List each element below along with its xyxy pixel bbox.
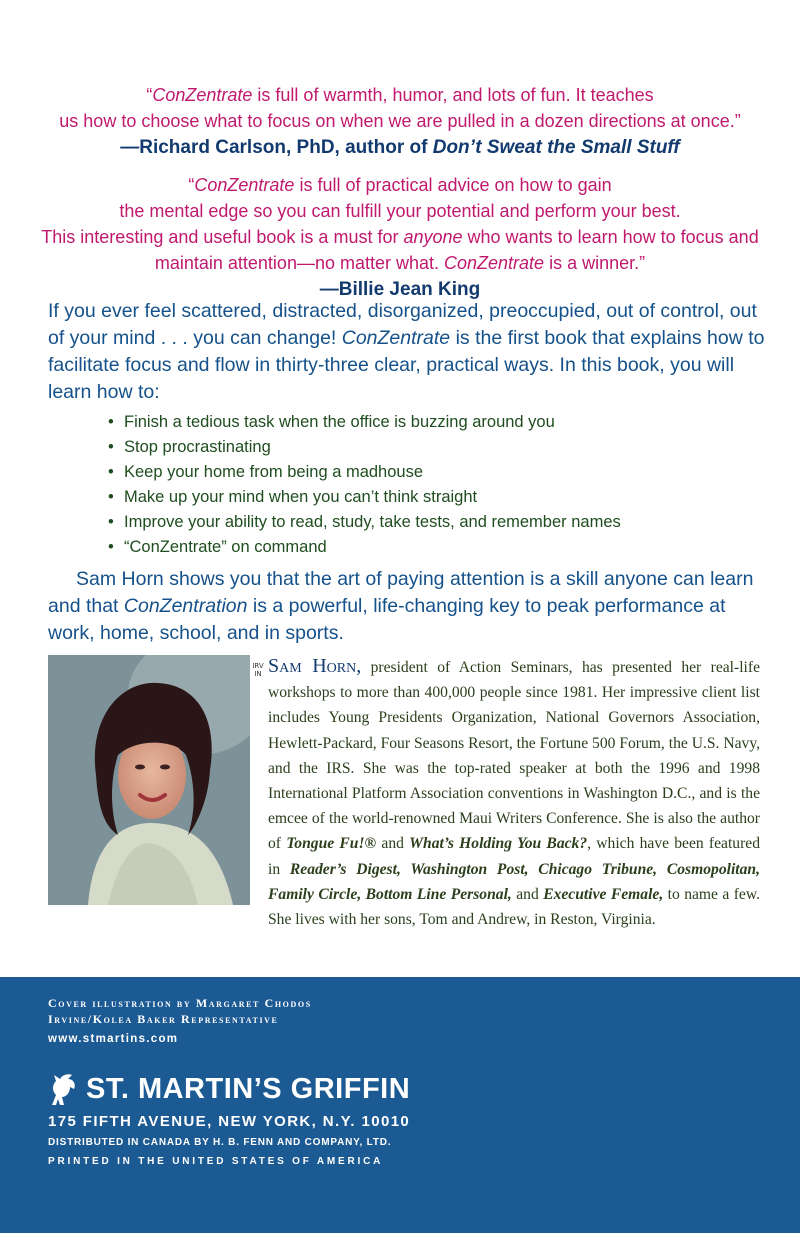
endorsement-1-attribution xyxy=(0,134,800,162)
endorsement-2-line-4 xyxy=(0,250,800,276)
bio-text: to name a few. She lives with her sons, Tom and Andrew, in Reston, Virginia. xyxy=(268,885,761,929)
list-item xyxy=(108,410,748,435)
list-item-text: Improve your ability to read, study, take tests, and remember names xyxy=(124,513,621,531)
bio-book-title: What’s Holding You Back? xyxy=(409,835,588,853)
close-quote: ” xyxy=(639,253,646,273)
endorsement-2-attribution: —Billie Jean King xyxy=(319,279,481,300)
author-bio xyxy=(268,654,760,932)
book-title: ConZentrate xyxy=(444,253,545,273)
bio-text: president of Action Seminars, has presented her real-life workshops to more than 400,000 people since 1981. Her impressive client list includes Young Presidents Organization, National Governors Association, Hewlett-Packard, Four Seasons Resort, the Fortune 500 Forum, the U.S. Navy, and the IRS. She was the top-rated speaker at both the 1996 and 1998 International Platform Association conventions in Washington D.C., and is the emcee of the world-renowned Maui Writers Conference. She is also the author of xyxy=(268,659,760,853)
author-portrait-image xyxy=(48,655,250,905)
bio-text: and xyxy=(376,835,410,853)
publisher-logo xyxy=(48,1069,410,1109)
bullet-icon: • xyxy=(108,488,114,506)
printed-note: PRINTED IN THE UNITED STATES OF AMERICA xyxy=(48,1156,384,1167)
list-item-text: Keep your home from being a madhouse xyxy=(124,463,424,481)
endorsement-text: is full of warmth, humor, and lots of fun. It teaches xyxy=(252,85,654,105)
griffin-icon xyxy=(48,1071,78,1107)
bullet-icon: • xyxy=(108,413,114,431)
endorsement-1-line-1 xyxy=(0,82,800,108)
endorsement-1-line-2 xyxy=(0,108,800,134)
closing-paragraph xyxy=(48,566,768,647)
closing-text: is a powerful, life-changing key to peak performance at work, home, school, and in sports. xyxy=(48,595,726,644)
closing-text: Sam Horn shows you that the art of paying attention is a skill anyone can learn and that xyxy=(48,568,754,617)
publisher-band xyxy=(0,977,800,1233)
bio-publication: Executive Female, xyxy=(543,885,664,903)
distribution-note: DISTRIBUTED IN CANADA BY H. B. FENN AND COMPANY, LTD. xyxy=(48,1137,392,1148)
emphasis: anyone xyxy=(403,227,463,247)
bullet-icon: • xyxy=(108,538,114,556)
book-title: ConZentrate xyxy=(194,175,295,195)
book-title: ConZentrate xyxy=(341,327,451,349)
bio-text: and xyxy=(511,885,544,903)
intro-paragraph xyxy=(48,298,768,406)
list-item xyxy=(108,535,748,560)
bullet-icon: • xyxy=(108,513,114,531)
endorsement-2-line-3 xyxy=(0,224,800,250)
endorsement-text: This interesting and useful book is a must for xyxy=(41,227,404,247)
attribution-book: Don’t Sweat the Small Stuff xyxy=(432,137,680,158)
author-name: Sam Horn, xyxy=(268,655,362,677)
list-item xyxy=(108,435,748,460)
endorsement-text: the mental edge so you can fulfill your potential and perform your best. xyxy=(119,201,681,221)
list-item xyxy=(108,460,748,485)
publisher-name: ST. MARTIN’S GRIFFIN xyxy=(86,1072,411,1105)
list-item xyxy=(108,485,748,510)
attribution-name: —Richard Carlson, PhD, author of xyxy=(120,137,433,158)
endorsement-text: maintain attention—no matter what. xyxy=(154,253,445,273)
bio-book-title: Tongue Fu!® xyxy=(286,835,377,853)
endorsements xyxy=(0,82,800,304)
photo-credit: IRVIN xyxy=(252,662,264,678)
publisher-address: 175 FIFTH AVENUE, NEW YORK, N.Y. 10010 xyxy=(48,1113,411,1130)
endorsement-text: who wants to learn how to focus and xyxy=(462,227,759,247)
intro-text: If you ever feel scattered, distracted, disorganized, preoccupied, out of control, out of your mind . . . you can change! xyxy=(48,300,757,349)
list-item-text: Stop procrastinating xyxy=(124,438,271,456)
endorsement-text: us how to choose what to focus on when we are pulled in a dozen directions at once. xyxy=(59,111,735,131)
bullet-icon: • xyxy=(108,438,114,456)
cover-credit xyxy=(48,995,312,1027)
intro-text: is the first book that explains how to facilitate focus and flow in thirty-three clear, practical ways. In this book, you will learn how to: xyxy=(48,327,765,403)
bullet-icon: • xyxy=(108,463,114,481)
cover-credit-line-2: Irvine/Kolea Baker Representative xyxy=(48,1012,279,1026)
list-item-text: Finish a tedious task when the office is buzzing around you xyxy=(124,413,555,431)
bio-text: , which have been featured in xyxy=(268,835,760,878)
benefit-list xyxy=(108,410,748,560)
book-title: ConZentration xyxy=(123,595,248,617)
list-item-text: Make up your mind when you can’t think straight xyxy=(124,488,478,506)
cover-credit-line-1: Cover illustration by Margaret Chodos xyxy=(48,996,312,1010)
open-quote: “ xyxy=(188,175,195,195)
list-item-text: “ConZentrate” on command xyxy=(124,538,327,556)
list-item xyxy=(108,510,748,535)
publisher-website: www.stmartins.com xyxy=(48,1033,179,1045)
endorsement-2-line-2 xyxy=(0,198,800,224)
author-photo xyxy=(48,655,250,905)
endorsement-text: is a winner. xyxy=(544,253,640,273)
open-quote: “ xyxy=(146,85,153,105)
endorsement-2-line-1 xyxy=(0,172,800,198)
book-title: ConZentrate xyxy=(152,85,253,105)
close-quote: ” xyxy=(734,111,741,131)
bio-publications: Reader’s Digest, Washington Post, Chicago Tribune, Cosmopolitan, Family Circle, Bottom Line Personal, xyxy=(268,860,760,903)
endorsement-text: is full of practical advice on how to gain xyxy=(294,175,612,195)
